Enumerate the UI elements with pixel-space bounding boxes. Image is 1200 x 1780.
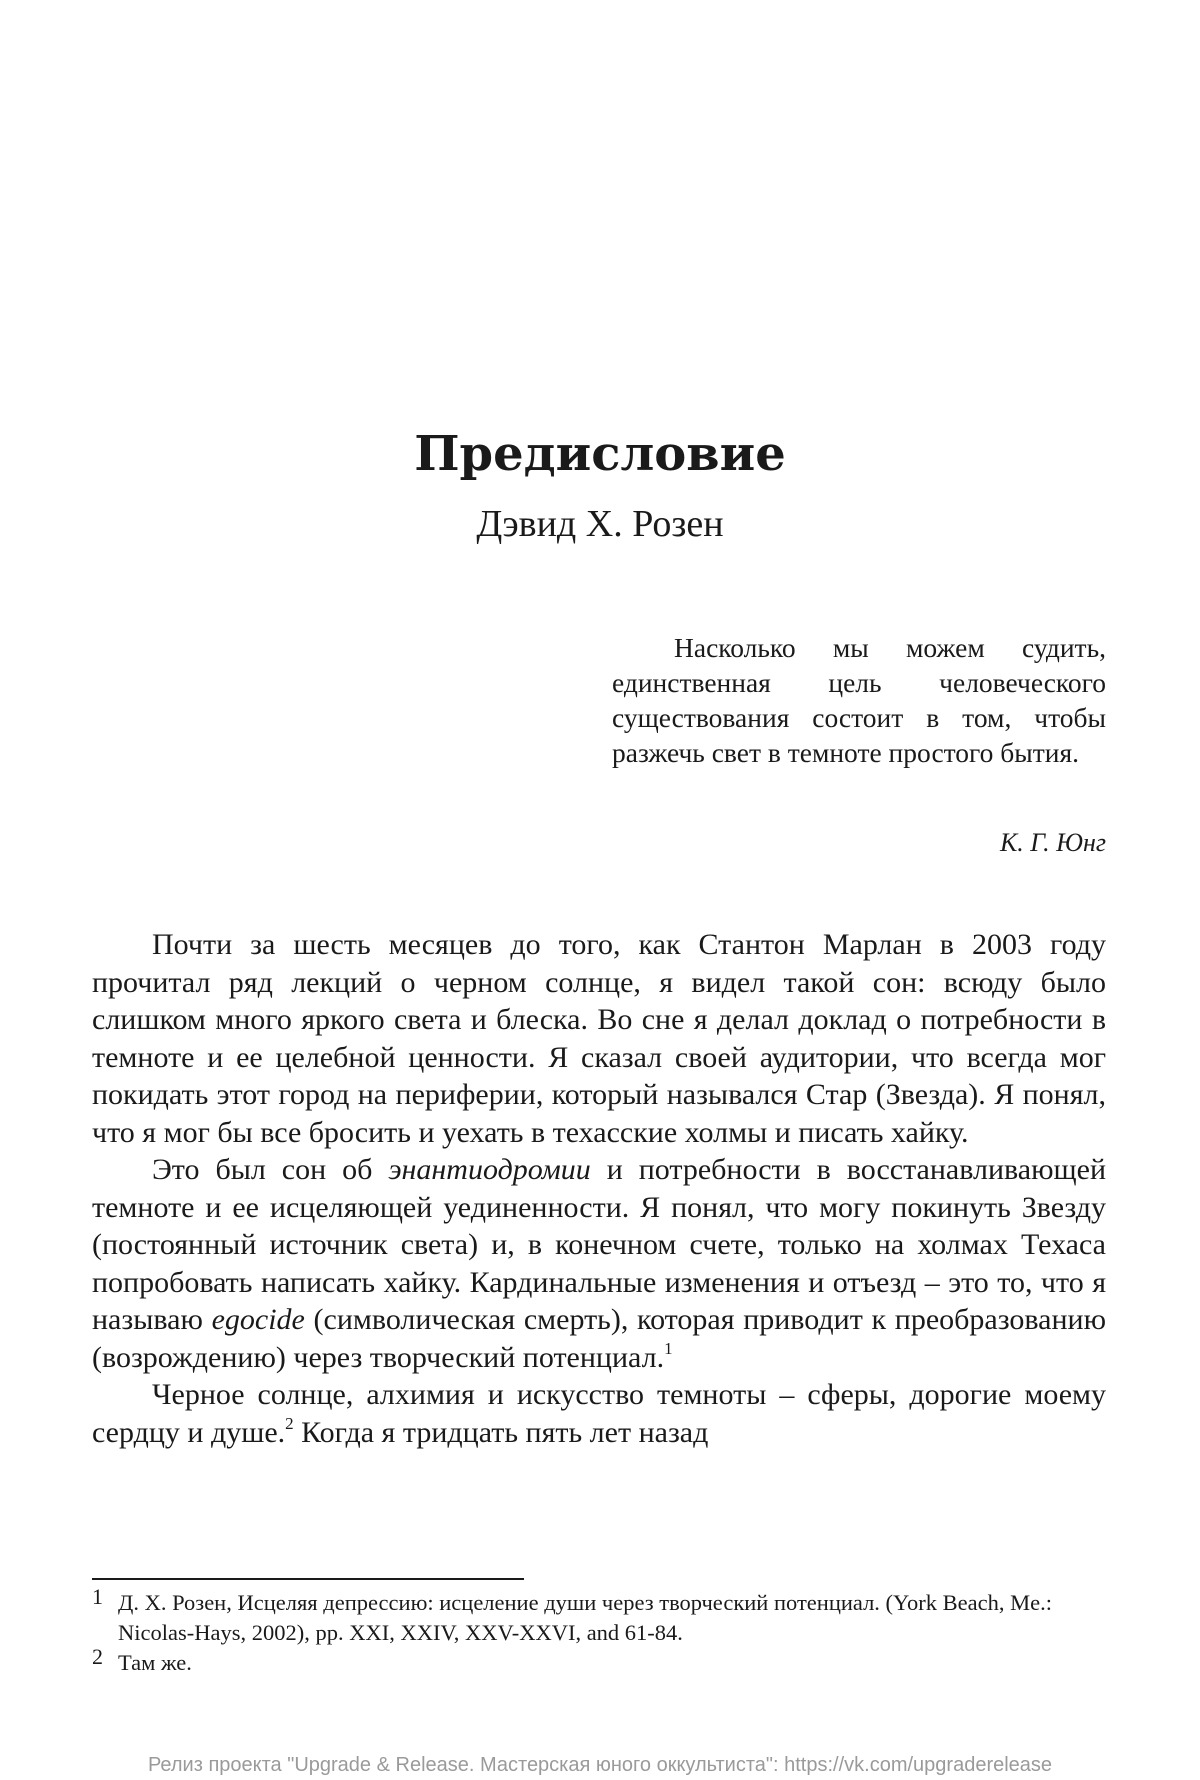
page-title: Предисловие	[414, 426, 786, 482]
footnote-ref-1[interactable]: 1	[664, 1338, 673, 1358]
epigraph-author: К. Г. Юнг	[1000, 828, 1106, 857]
main-text	[92, 926, 1106, 1451]
paragraph-3-text-b: Когда я тридцать пять лет назад	[293, 1415, 709, 1449]
footnote-divider	[92, 1578, 524, 1580]
footnote-2	[92, 1644, 1106, 1678]
release-watermark: Релиз проекта "Upgrade & Release. Мастерская юного оккультиста": https://vk.com/upgraderelease	[147, 1754, 1053, 1776]
footnotes	[92, 1584, 1106, 1678]
paragraph-2-text-b: и потребности в восстанавливающей темноте и ее исцеляющей уединенности. Я понял, что могу покинуть Звезду (постоянный источник света) и, в конечном счете, только на холмах Техаса попробовать написать хайку. Кардинальные изменения и отъезд – это то, что я называю	[92, 1153, 1107, 1336]
paragraph-2-text-a: Это был сон об	[152, 1153, 389, 1186]
term-enantiodromia: энантиодромии	[388, 1153, 591, 1186]
paragraph-3-text-a: Черное солнце, алхимия и искусство темноты – сферы, дорогие моему сердцу и душе.	[92, 1378, 1106, 1449]
footnote-number: 2	[92, 1644, 103, 1669]
epigraph-quote: Насколько мы можем судить, единственная цель человеческого существования состоит в том, чтобы разжечь свет в темноте простого бытия.	[612, 632, 1106, 768]
paragraph-2-text-c: (символическая смерть), которая приводит к преобразованию (возрождению) через творческий потенциал.	[92, 1303, 1107, 1374]
paragraph-1: Почти за шесть месяцев до того, как Стантон Марлан в 2003 году прочитал ряд лекций о черном солнце, я видел такой сон: всюду было слишком много яркого света и блеска. Во сне я делал доклад о потребности в темноте и ее целебной ценности. Я сказал своей аудитории, что всегда мог покидать этот город на периферии, который назывался Стар (Звезда). Я понял, что я мог бы все бросить и уехать в техасские холмы и писать хайку.	[92, 928, 1106, 1149]
footnote-ref-2[interactable]: 2	[285, 1413, 294, 1433]
term-egocide: egocide	[211, 1303, 305, 1336]
footnote-number: 1	[92, 1584, 103, 1609]
paragraph-2	[92, 1151, 1106, 1376]
footnote-1	[92, 1584, 1106, 1648]
author-name: Дэвид Х. Розен	[476, 503, 724, 545]
footnote-text: Там же.	[118, 1650, 192, 1675]
footnote-text: Д. Х. Розен, Исцеляя депрессию: исцеление души через творческий потенциал. (York Beach, Me.: Nicolas-Hays, 2002), pp. XXI, XXIV, XXV-XXVI, and 61-84.	[118, 1590, 1053, 1645]
paragraph-3	[92, 1376, 1106, 1451]
